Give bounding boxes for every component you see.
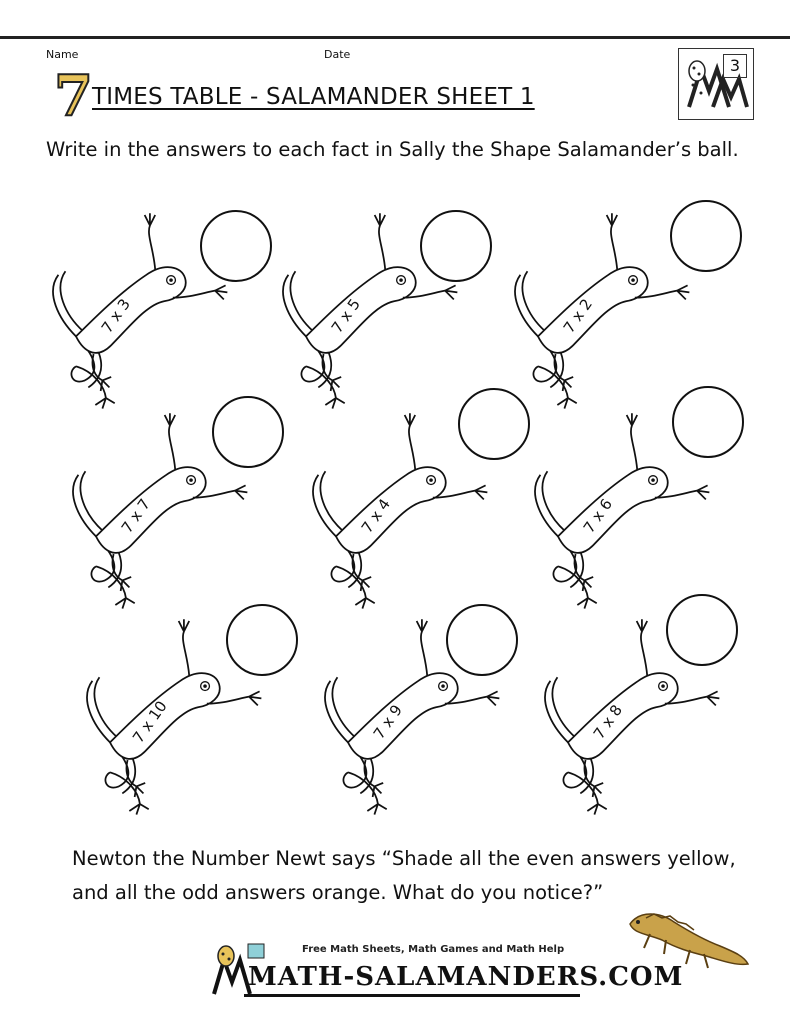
- multiplication-fact: 7 x 8: [589, 701, 626, 743]
- salamander-icon: [515, 213, 689, 408]
- answer-ball[interactable]: [667, 595, 737, 665]
- grade-number: 3: [723, 54, 747, 78]
- multiplication-fact: 7 x 3: [97, 295, 134, 337]
- seven-icon: 7: [54, 63, 93, 129]
- answer-ball[interactable]: [421, 211, 491, 281]
- newton-line-1: Newton the Number Newt says “Shade all the even answers yellow,: [72, 847, 736, 870]
- salamander-icon: [313, 413, 487, 608]
- answer-ball[interactable]: [201, 211, 271, 281]
- multiplication-fact: 7 x 7: [117, 495, 154, 537]
- sheet-title: TIMES TABLE - SALAMANDER SHEET 1: [92, 84, 535, 110]
- answer-ball[interactable]: [673, 387, 743, 457]
- footer-rule: [244, 994, 580, 997]
- multiplication-fact: 7 x 2: [559, 295, 596, 337]
- answer-ball[interactable]: [671, 201, 741, 271]
- answer-ball[interactable]: [447, 605, 517, 675]
- newton-line-2: and all the odd answers orange. What do you notice?”: [72, 881, 604, 904]
- date-label: Date: [324, 48, 351, 61]
- salamander: [515, 213, 689, 408]
- salamander: [313, 413, 487, 608]
- multiplication-fact: 7 x 6: [579, 495, 616, 537]
- multiplication-fact: 7 x 5: [327, 295, 364, 337]
- answer-ball[interactable]: [459, 389, 529, 459]
- footer-tagline: Free Math Sheets, Math Games and Math Help: [302, 944, 565, 955]
- instructions: Write in the answers to each fact in Sally the Shape Salamander’s ball.: [46, 138, 739, 161]
- multiplication-fact: 7 x 10: [129, 697, 171, 747]
- multiplication-fact: 7 x 9: [369, 701, 406, 743]
- multiplication-fact: 7 x 4: [357, 495, 394, 537]
- answer-ball[interactable]: [213, 397, 283, 467]
- answer-ball[interactable]: [227, 605, 297, 675]
- footer-site-name: MATH-SALAMANDERS.COM: [248, 962, 684, 992]
- name-label: Name: [46, 48, 79, 61]
